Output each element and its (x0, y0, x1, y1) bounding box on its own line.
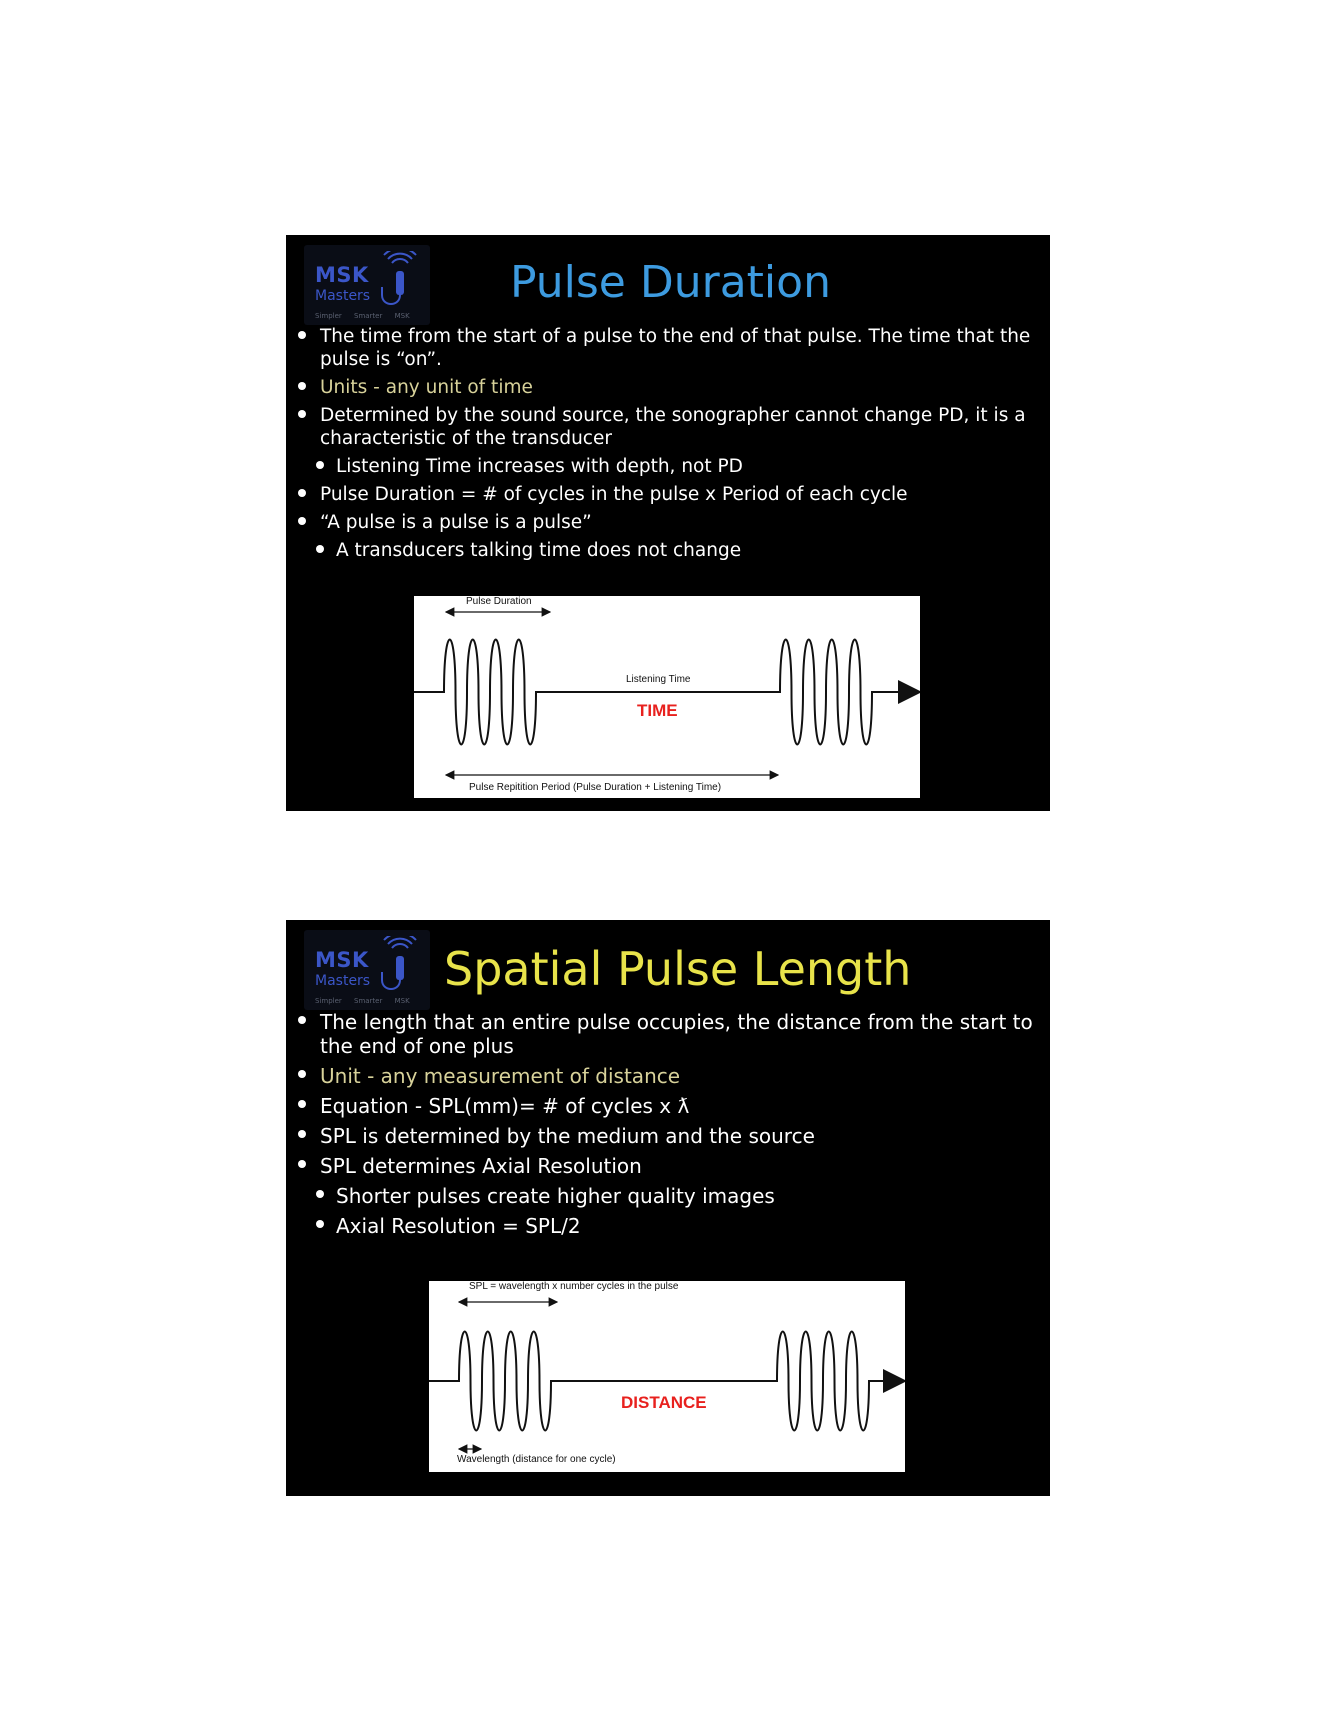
prp-label: Pulse Repitition Period (Pulse Duration + Listening Time) (469, 782, 722, 793)
sub-bullet-item: A transducers talking time does not change (294, 539, 1039, 562)
bullet-item: SPL is determined by the medium and the source (294, 1124, 1039, 1148)
listening-time-label: Listening Time (626, 674, 691, 685)
spl-definition-label: SPL = wavelength x number cycles in the pulse (469, 1281, 679, 1292)
pulse-waveform (414, 596, 920, 798)
bullet-item: “A pulse is a pulse is a pulse” (294, 511, 1039, 534)
bullet-item-highlight: Unit - any measurement of distance (294, 1064, 1039, 1088)
logo-text-msk: MSK (315, 263, 369, 287)
bullet-item: Determined by the sound source, the sonographer cannot change PD, it is a characteristic of the transducer (294, 404, 1039, 450)
msk-masters-logo (304, 245, 430, 325)
logo-text-msk: MSK (315, 948, 369, 972)
bullet-item: SPL determines Axial Resolution (294, 1154, 1039, 1178)
msk-masters-logo (304, 930, 430, 1010)
pulse-duration-diagram (414, 596, 920, 798)
bullet-item: Pulse Duration = # of cycles in the pulse x Period of each cycle (294, 483, 1039, 506)
wavelength-label: Wavelength (distance for one cycle) (457, 1454, 616, 1465)
slide-pulse-duration (286, 235, 1050, 811)
slide-title: Spatial Pulse Length (444, 942, 912, 996)
transducer-icon (370, 936, 418, 996)
pulse-waveform (429, 1281, 905, 1472)
sub-bullet-item: Listening Time increases with depth, not PD (294, 455, 1039, 478)
time-label: TIME (637, 701, 678, 720)
sub-bullet-item: Shorter pulses create higher quality images (294, 1184, 1039, 1208)
bullet-item: The time from the start of a pulse to the end of that pulse. The time that the pulse is “on”. (294, 325, 1039, 371)
spatial-pulse-length-diagram (429, 1281, 905, 1472)
bullet-item-highlight: Units - any unit of time (294, 376, 1039, 399)
logo-tagline: Simpler Smarter MSK (315, 997, 410, 1005)
slide-spatial-pulse-length (286, 920, 1050, 1496)
bullet-item: Equation - SPL(mm)= # of cycles x ƛ (294, 1094, 1039, 1118)
slide-title: Pulse Duration (510, 257, 831, 308)
logo-text-masters: Masters (315, 288, 371, 304)
transducer-icon (370, 251, 418, 311)
sub-bullet-item: Axial Resolution = SPL/2 (294, 1214, 1039, 1238)
bullet-list (294, 325, 1039, 567)
logo-tagline: Simpler Smarter MSK (315, 312, 410, 320)
bullet-item: The length that an entire pulse occupies, the distance from the start to the end of one plus (294, 1010, 1039, 1058)
distance-label: DISTANCE (621, 1393, 707, 1412)
logo-text-masters: Masters (315, 973, 371, 989)
pulse-duration-label: Pulse Duration (466, 596, 532, 607)
bullet-list (294, 1010, 1039, 1244)
